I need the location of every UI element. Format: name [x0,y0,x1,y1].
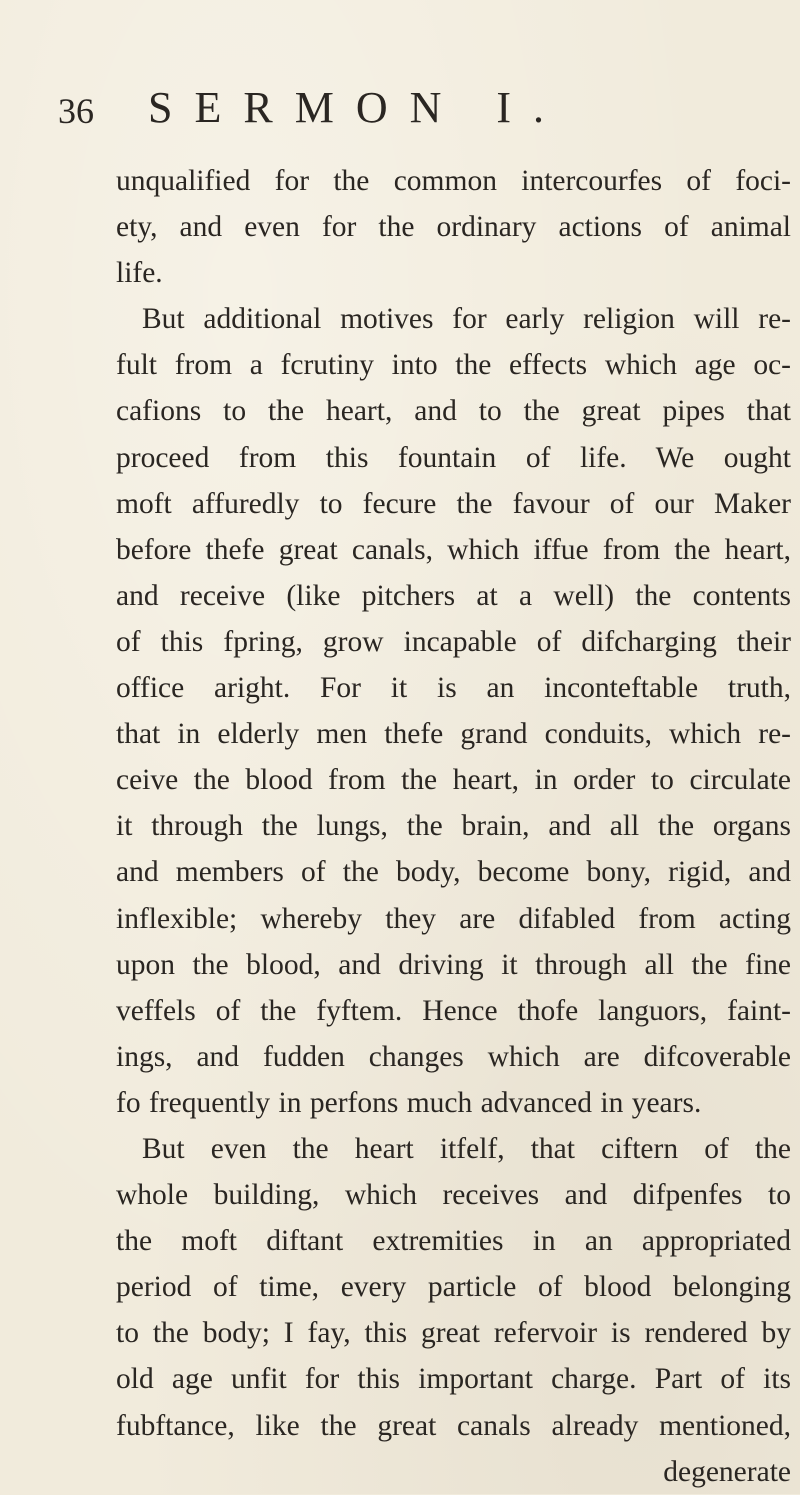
text-line: ceive the blood from the heart, in order to circulate [116,764,791,797]
catchword: degenerate [663,1455,791,1488]
text-line: and receive (like pitchers at a well) the contents [116,579,791,612]
text-line: to the body; I fay, this great refervoir is rendered by [116,1317,791,1350]
body-text [116,158,791,1495]
text-line: office aright. For it is an inconteftable truth, [116,672,791,705]
text-line: of this fpring, grow incapable of difcharging their [116,625,791,658]
text-line: fubftance, like the great canals already mentioned, [116,1409,791,1442]
text-line: fo frequently in perfons much advanced in years. [116,1086,702,1119]
text-line: old age unfit for this important charge. Part of its [116,1363,791,1396]
text-line: period of time, every particle of blood belonging [116,1271,791,1304]
text-line: moft affuredly to fecure the favour of our Maker [116,487,791,520]
text-line: veffels of the fyftem. Hence thofe languors, faint- [116,994,791,1027]
running-head [58,82,758,152]
text-line: and members of the body, become bony, rigid, and [116,856,791,889]
text-line: proceed from this fountain of life. We ought [116,441,791,474]
text-line: ety, and even for the ordinary actions of animal [116,211,791,244]
text-line: unqualified for the common intercourfes of foci- [116,165,791,197]
paragraph-start-line: But additional motives for early religion will re- [142,303,791,336]
text-line: cafions to the heart, and to the great pipes that [116,395,791,428]
text-line: ings, and fudden changes which are difcoverable [116,1040,791,1073]
text-line: the moft diftant extremities in an appropriated [116,1225,791,1258]
text-line: inflexible; whereby they are difabled from acting [116,902,791,935]
page-number: 36 [58,91,94,131]
text-line: it through the lungs, the brain, and all the organs [116,810,791,843]
text-line: that in elderly men thefe grand conduits, which re- [116,718,791,751]
text-line: fult from a fcrutiny into the effects which age oc- [116,349,791,382]
section-title: SERMON I. [148,83,567,132]
text-line: before thefe great canals, which iffue from the heart, [116,533,791,566]
paragraph-start-line: But even the heart itfelf, that ciftern of the [142,1132,791,1165]
text-line: upon the blood, and driving it through all the fine [116,948,791,981]
text-line: life. [116,257,163,290]
text-line: whole building, which receives and difpenfes to [116,1179,791,1212]
